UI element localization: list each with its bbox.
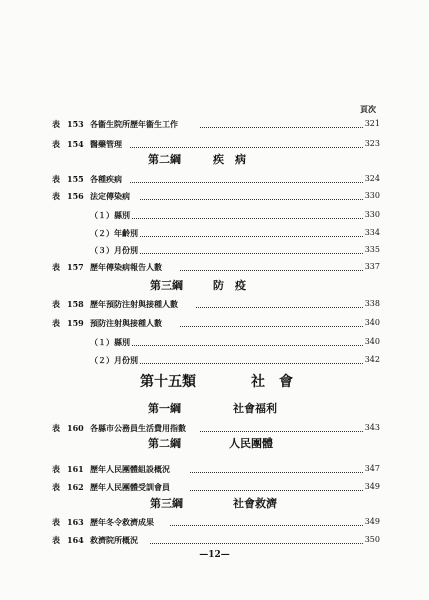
entry-title: 法定傳染病	[90, 191, 130, 201]
entry-page-number: 330	[363, 189, 380, 203]
entry-number: 163	[67, 517, 84, 527]
dot-leader	[200, 417, 367, 432]
toc-entry	[0, 117, 429, 131]
entry-title: 歷年預防注射與接種人數	[90, 299, 178, 309]
entry-page-number: 343	[363, 421, 380, 435]
entry-page-number: 340	[363, 335, 380, 349]
dot-leader	[140, 349, 367, 364]
entry-page-number: 324	[363, 172, 380, 186]
entry-prefix: 表	[52, 174, 60, 184]
entry-page-number: 350	[363, 533, 380, 547]
entry-page-number: 349	[363, 515, 380, 529]
dot-leader	[196, 293, 367, 308]
entry-prefix: 表	[52, 517, 60, 527]
toc-entry	[0, 316, 429, 330]
toc-subentry	[0, 226, 429, 240]
entry-number: 161	[67, 464, 84, 474]
section-heading-label: 第三綱	[150, 497, 183, 510]
dot-leader	[180, 256, 367, 271]
dot-leader	[180, 312, 367, 327]
dot-leader	[170, 511, 367, 526]
toc-entry	[0, 421, 429, 435]
toc-entry	[0, 260, 429, 274]
dot-leader	[140, 222, 367, 237]
entry-prefix: 表	[52, 535, 60, 545]
section-heading-title: 社會福利	[233, 402, 277, 415]
entry-prefix: 表	[52, 318, 60, 328]
entry-title: 各衞生院所歷年衞生工作	[90, 119, 178, 129]
entry-title: 各種疾病	[90, 174, 122, 184]
dot-leader	[130, 204, 367, 219]
toc-entry	[0, 297, 429, 311]
dot-leader	[130, 133, 367, 148]
entry-page-number: 338	[363, 297, 380, 311]
toc-entry	[0, 480, 429, 494]
entry-prefix: 表	[52, 299, 60, 309]
toc-entry	[0, 137, 429, 151]
toc-entry	[0, 189, 429, 203]
class-heading-label: 第十五類	[140, 374, 196, 390]
entry-page-number: 321	[363, 117, 380, 131]
entry-number: 159	[67, 318, 84, 328]
entry-page-number: 342	[363, 353, 380, 367]
entry-number: 153	[67, 119, 84, 129]
toc-entry	[0, 533, 429, 547]
entry-number: 160	[67, 423, 84, 433]
entry-prefix: 表	[52, 482, 60, 492]
section-heading-label: 第二綱	[148, 153, 181, 166]
dot-leader	[140, 239, 367, 254]
toc-entry	[0, 515, 429, 529]
entry-page-number: 337	[363, 260, 380, 274]
dot-leader	[200, 113, 367, 128]
section-heading-title: 人民團體	[229, 437, 273, 450]
toc-subentry	[0, 208, 429, 222]
entry-number: 154	[67, 139, 84, 149]
entry-prefix: 表	[52, 139, 60, 149]
entry-page-number: 340	[363, 316, 380, 330]
entry-title: 歷年冬令救濟成果	[90, 517, 154, 527]
entry-prefix: 表	[52, 262, 60, 272]
entry-title: （１）縣別	[90, 337, 130, 347]
entry-number: 162	[67, 482, 84, 492]
entry-number: 158	[67, 299, 84, 309]
entry-prefix: 表	[52, 119, 60, 129]
entry-title: （２）月份別	[90, 355, 138, 365]
dot-leader	[190, 476, 367, 491]
entry-page-number: 347	[363, 462, 380, 476]
dot-leader	[130, 331, 367, 346]
entry-title: 醫藥管理	[90, 139, 122, 149]
entry-title: 各縣市公務員生活費用指數	[90, 423, 186, 433]
page-number-footer: —12—	[199, 550, 230, 560]
entry-title: 預防注射與接種人數	[90, 318, 162, 328]
entry-page-number: 323	[363, 137, 380, 151]
section-heading-title: 防 疫	[213, 279, 246, 292]
entry-number: 156	[67, 191, 84, 201]
entry-title: 救濟院所概況	[90, 535, 138, 545]
section-heading-title: 疾 病	[213, 153, 246, 166]
page-column-label: 頁次	[360, 104, 376, 114]
entry-number: 155	[67, 174, 84, 184]
dot-leader	[190, 458, 367, 473]
entry-prefix: 表	[52, 423, 60, 433]
entry-number: 157	[67, 262, 84, 272]
class-heading-title: 社 會	[251, 374, 293, 390]
toc-entry	[0, 172, 429, 186]
toc-subentry	[0, 353, 429, 367]
entry-page-number: 334	[363, 226, 380, 240]
toc-entry	[0, 462, 429, 476]
entry-prefix: 表	[52, 191, 60, 201]
section-heading-label: 第一綱	[148, 402, 181, 415]
entry-title: 歷年人民團體組設概況	[90, 464, 170, 474]
entry-prefix: 表	[52, 464, 60, 474]
toc-subentry	[0, 243, 429, 257]
section-heading-title: 社會救濟	[233, 497, 277, 510]
dot-leader	[130, 168, 367, 183]
toc-subentry	[0, 335, 429, 349]
entry-number: 164	[67, 535, 84, 545]
entry-title: （１）縣別	[90, 210, 130, 220]
entry-title: 歷年人民團體受訓會員	[90, 482, 170, 492]
section-heading-label: 第二綱	[148, 437, 181, 450]
entry-page-number: 335	[363, 243, 380, 257]
entry-page-number: 349	[363, 480, 380, 494]
entry-title: 歷年傳染病報告人數	[90, 262, 162, 272]
entry-page-number: 330	[363, 208, 380, 222]
entry-title: （２）年齡別	[90, 228, 138, 238]
section-heading-label: 第三綱	[150, 279, 183, 292]
entry-title: （３）月份別	[90, 245, 138, 255]
dot-leader	[150, 529, 367, 544]
dot-leader	[140, 185, 367, 200]
